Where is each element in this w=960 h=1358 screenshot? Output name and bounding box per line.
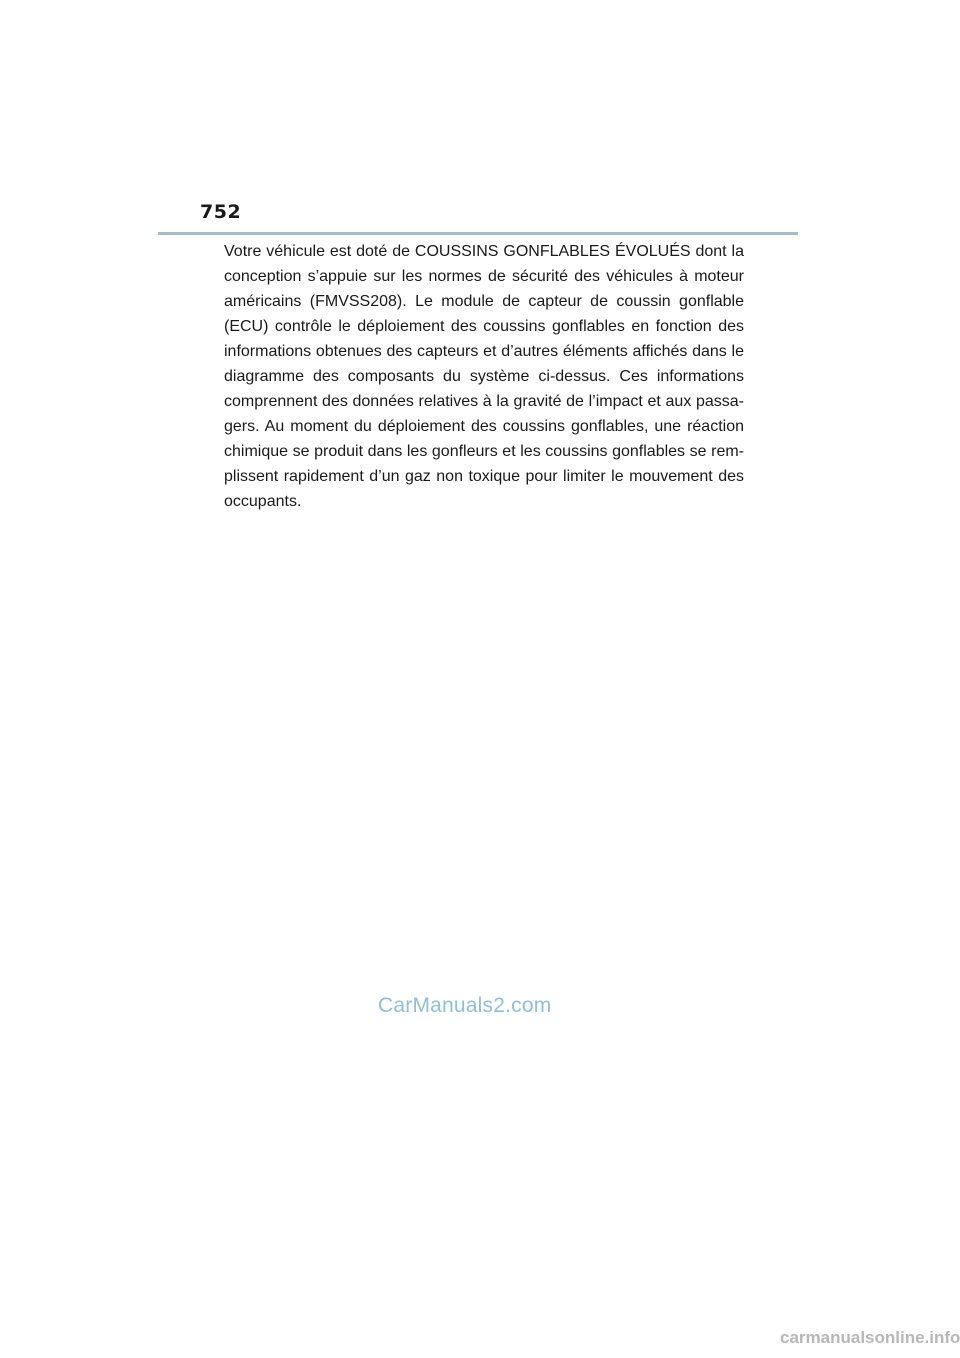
header-rule (158, 232, 798, 235)
page-number: 752 (200, 201, 242, 223)
body-paragraph: Votre véhicule est doté de COUSSINS GONFLABLES ÉVOLUÉS dont la conception s’appuie sur les normes de sécurité des véhicules à moteur américains (FMVSS208). Le module de capteur de coussin gonflable (ECU) contrôle le déploiement des coussins gonflables en fonction des informations obtenues des capteurs et d’autres éléments affichés dans le diagramme des composants du système ci-dessus. Ces informations comprennent des données relatives à la gravité de l’impact et aux passa-gers. Au moment du déploiement des coussins gonflables, une réaction chimique se produit dans les gonfleurs et les coussins gonflables se rem-plissent rapidement d’un gaz non toxique pour limiter le mouvement des occupants. (224, 243, 744, 510)
watermark-carmanuals2: CarManuals2.com (378, 994, 552, 1017)
watermark-carmanualsonline: carmanualsonline.info (780, 1328, 960, 1347)
